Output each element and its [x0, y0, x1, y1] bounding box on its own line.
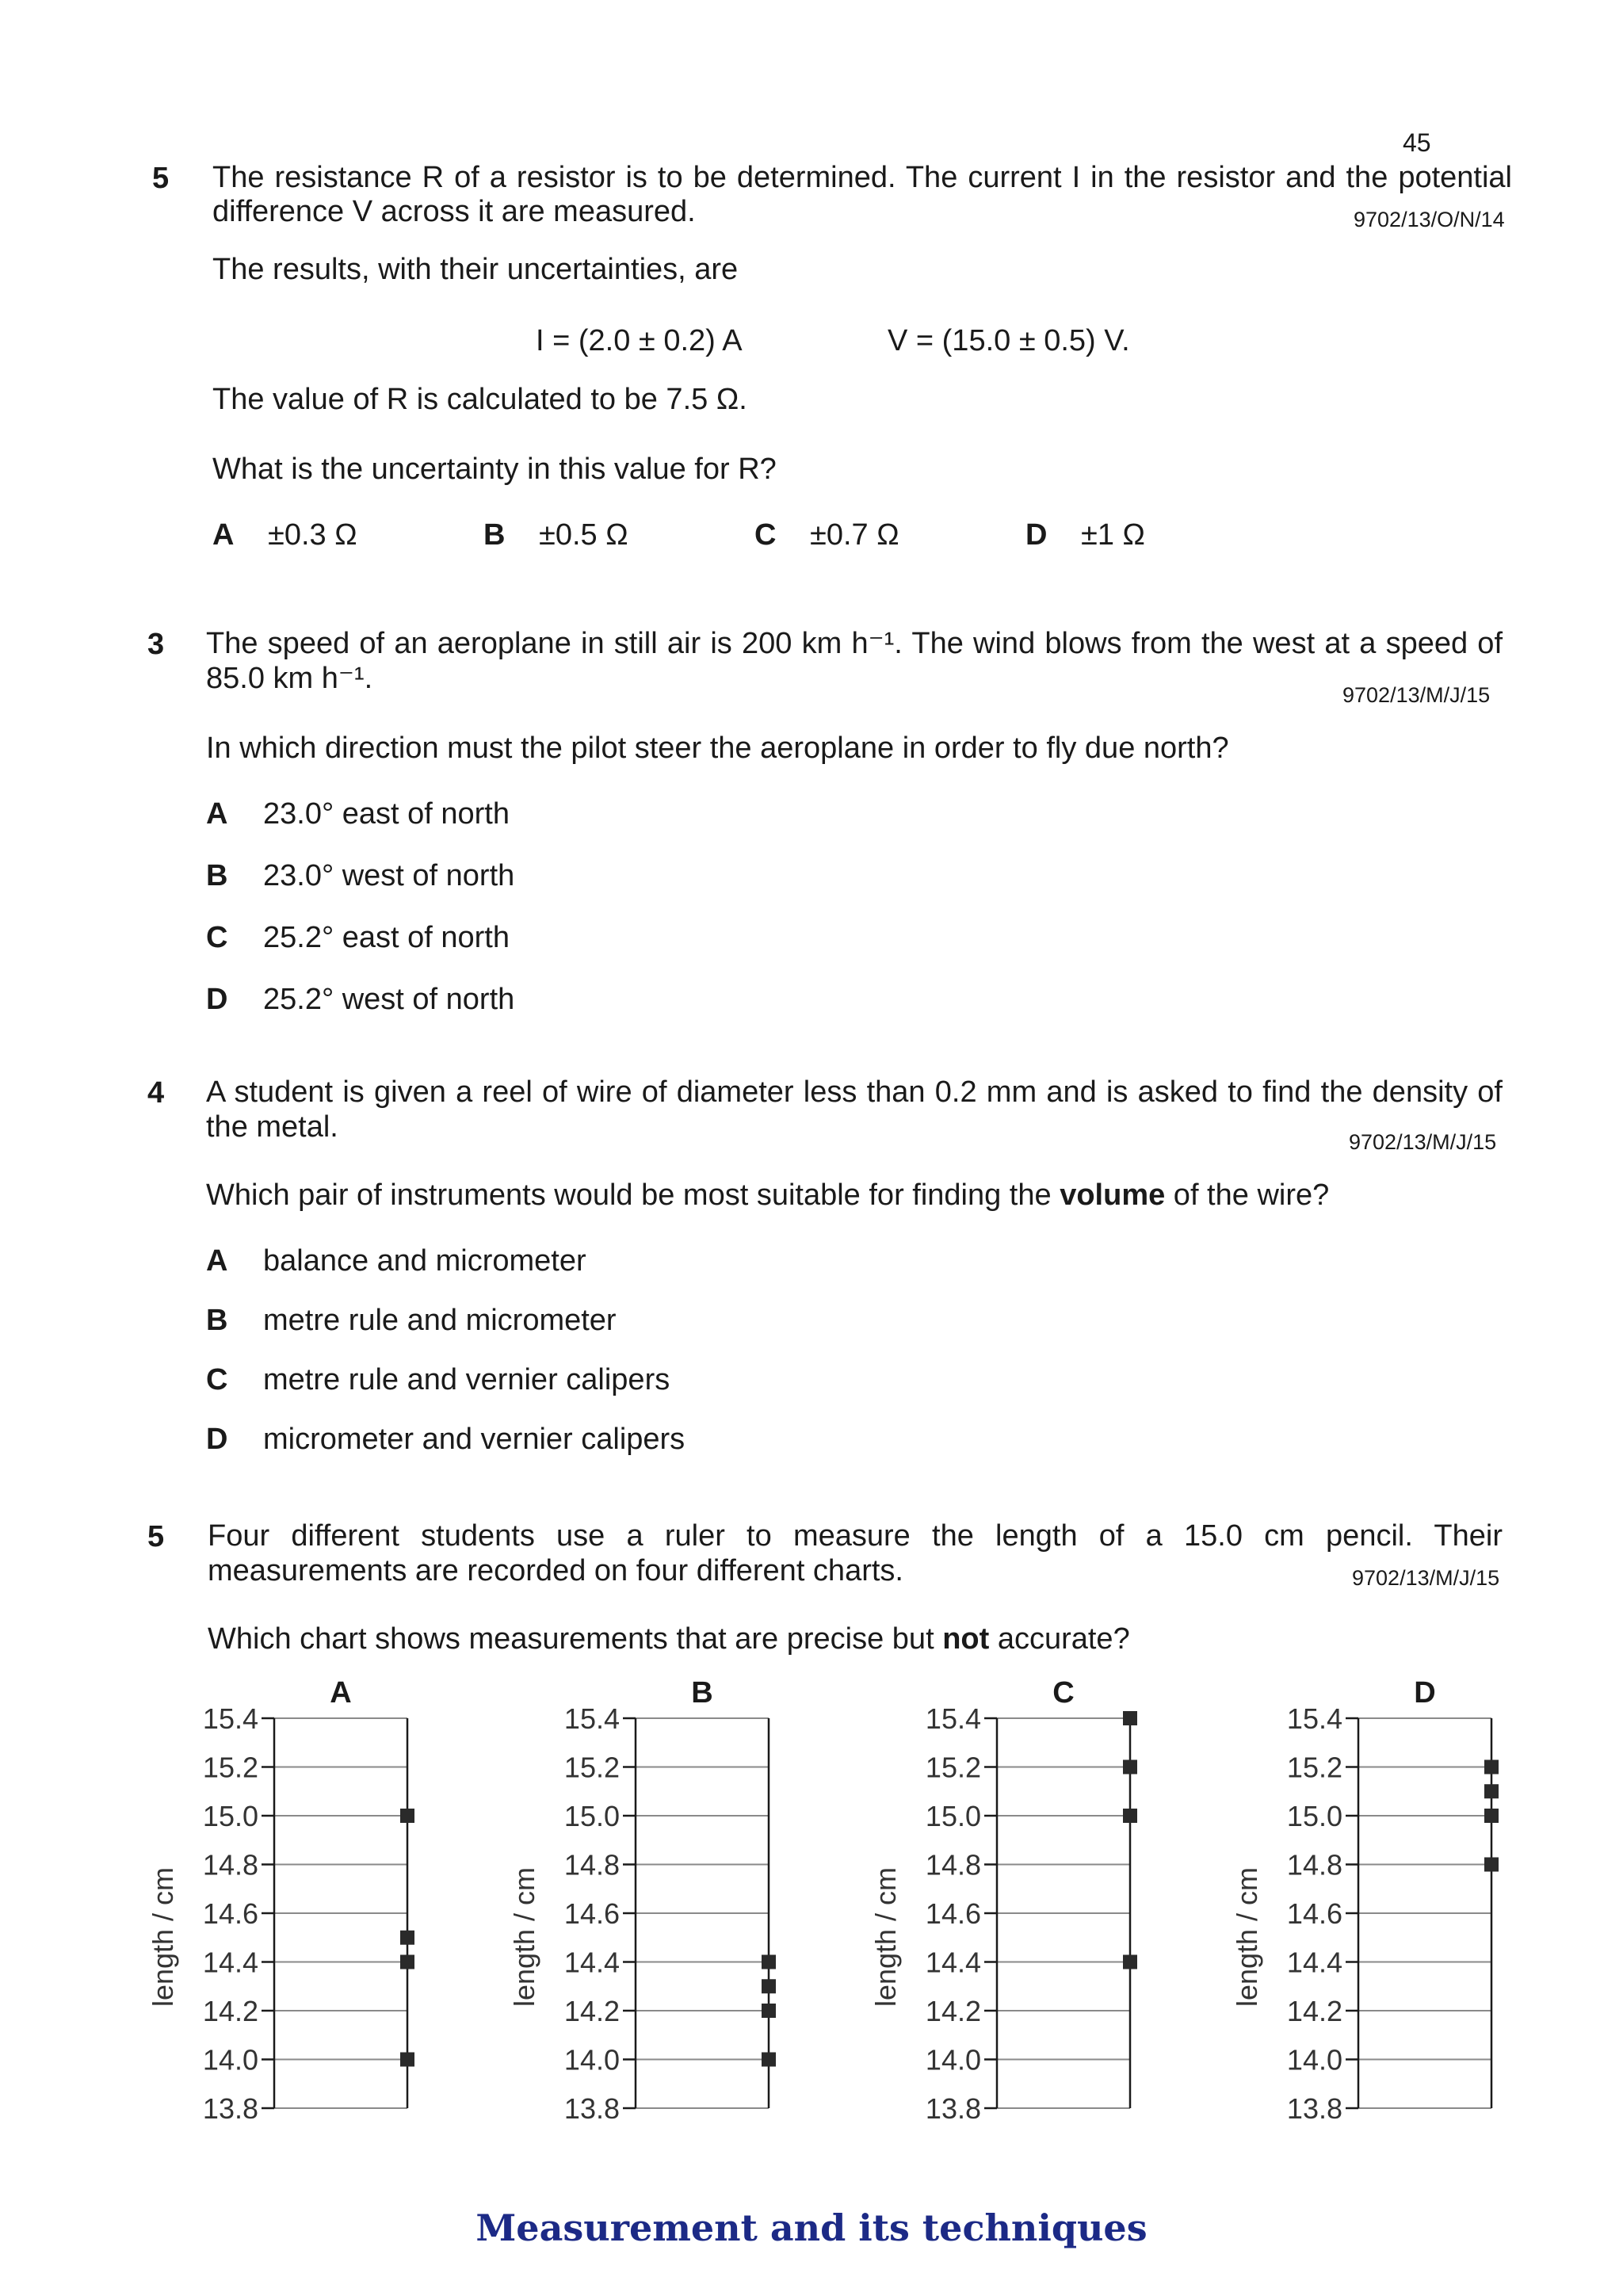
tick-label: 14.8 — [925, 1848, 981, 1881]
option-letter: C — [206, 1363, 228, 1396]
option-letter: B — [206, 1304, 228, 1337]
y-axis-label: length / cm — [508, 1866, 540, 2008]
prompt-text: Which chart shows measurements that are precise but — [208, 1622, 943, 1656]
option-text: 25.2° east of north — [263, 921, 510, 954]
question-stem-line: The speed of an aeroplane in still air is 200 km h⁻¹. The wind blows from the west at a speed of — [206, 627, 1503, 660]
tick-label: 14.0 — [563, 2043, 620, 2076]
option-letter: C — [206, 921, 228, 954]
tick-label: 15.4 — [1286, 1702, 1342, 1735]
paper-code: 9702/13/M/J/15 — [1352, 1566, 1500, 1590]
tick-label: 13.8 — [202, 2092, 258, 2125]
chart-title: C — [1052, 1676, 1075, 1710]
tick-label: 14.2 — [563, 1995, 620, 2027]
tick-label: 14.2 — [1286, 1995, 1342, 2027]
tick-label: 15.2 — [202, 1751, 258, 1784]
option-text: micrometer and vernier calipers — [263, 1423, 685, 1456]
data-point — [762, 2053, 776, 2067]
question-stem-line: measurements are recorded on four different charts. — [208, 1554, 903, 1587]
question-number: 5 — [152, 162, 170, 195]
option-text: ±0.7 Ω — [810, 518, 899, 552]
option-letter: A — [212, 518, 235, 552]
tick-label: 15.2 — [925, 1751, 981, 1784]
tick-label: 14.4 — [563, 1946, 620, 1979]
question-text: The results, with their uncertainties, are — [212, 253, 739, 286]
tick-label: 15.2 — [563, 1751, 620, 1784]
tick-label: 15.4 — [202, 1702, 258, 1735]
chart-C — [865, 1674, 1198, 2134]
data-point — [1484, 1760, 1499, 1775]
equation-current: I = (2.0 ± 0.2) A — [536, 324, 743, 357]
prompt-emphasis: volume — [1060, 1179, 1166, 1212]
chart-title: A — [330, 1676, 352, 1710]
tick-label: 15.0 — [202, 1800, 258, 1832]
tick-label: 13.8 — [925, 2092, 981, 2125]
tick-label: 14.4 — [925, 1946, 981, 1979]
tick-label: 15.4 — [925, 1702, 981, 1735]
paper-code: 9702/13/M/J/15 — [1349, 1130, 1497, 1154]
data-point — [1484, 1809, 1499, 1823]
option-letter: A — [206, 1244, 228, 1278]
data-point — [400, 1809, 414, 1823]
chart-title: B — [691, 1676, 713, 1710]
page-footer-title: Measurement and its techniques — [475, 2206, 1148, 2249]
option-text: ±1 Ω — [1081, 518, 1145, 552]
page-number: 45 — [1403, 128, 1431, 157]
data-point — [1123, 1711, 1137, 1725]
option-text: ±0.3 Ω — [268, 518, 357, 552]
question-stem-line: Four different students use a ruler to measure the length of a 15.0 cm pencil. Their — [208, 1519, 1503, 1553]
data-point — [1123, 1809, 1137, 1823]
data-point — [1123, 1760, 1137, 1775]
tick-label: 14.2 — [925, 1995, 981, 2027]
question-stem-line: 85.0 km h⁻¹. — [206, 662, 373, 695]
data-point — [762, 1955, 776, 1969]
tick-label: 14.8 — [563, 1848, 620, 1881]
question-prompt — [206, 1178, 1329, 1213]
option-text: 23.0° west of north — [263, 859, 515, 892]
data-point — [400, 1931, 414, 1945]
tick-label: 14.8 — [202, 1848, 258, 1881]
question-prompt: In which direction must the pilot steer the aeroplane in order to fly due north? — [206, 732, 1229, 765]
tick-label: 15.0 — [1286, 1800, 1342, 1832]
tick-label: 14.6 — [1286, 1897, 1342, 1930]
paper-code: 9702/13/O/N/14 — [1354, 208, 1505, 231]
option-letter: B — [206, 859, 228, 892]
data-point — [762, 1979, 776, 1993]
prompt-text: of the wire? — [1165, 1179, 1330, 1212]
data-point — [400, 2053, 414, 2067]
question-number: 4 — [147, 1076, 165, 1110]
tick-label: 14.0 — [1286, 2043, 1342, 2076]
chart-B — [504, 1674, 837, 2134]
question-stem-line: difference V across it are measured. — [212, 195, 696, 228]
question-stem-line: the metal. — [206, 1110, 338, 1144]
tick-label: 15.0 — [925, 1800, 981, 1832]
tick-label: 14.6 — [563, 1897, 620, 1930]
tick-label: 15.4 — [563, 1702, 620, 1735]
tick-label: 14.0 — [202, 2043, 258, 2076]
tick-label: 14.4 — [202, 1946, 258, 1979]
prompt-emphasis: not — [942, 1622, 990, 1656]
question-stem-line: The resistance R of a resistor is to be determined. The current I in the resistor and the potential — [212, 161, 1512, 194]
y-axis-label: length / cm — [1231, 1866, 1263, 2008]
data-point — [1484, 1784, 1499, 1798]
option-text: metre rule and vernier calipers — [263, 1363, 670, 1396]
option-letter: D — [206, 983, 228, 1016]
paper-code: 9702/13/M/J/15 — [1342, 683, 1491, 707]
option-letter: D — [1025, 518, 1048, 552]
option-letter: B — [483, 518, 506, 552]
tick-label: 14.0 — [925, 2043, 981, 2076]
option-text: 25.2° west of north — [263, 983, 515, 1016]
option-letter: C — [754, 518, 777, 552]
y-axis-label: length / cm — [869, 1866, 902, 2008]
data-point — [1123, 1955, 1137, 1969]
option-letter: D — [206, 1423, 228, 1456]
question-stem-line: A student is given a reel of wire of diameter less than 0.2 mm and is asked to find the density of — [206, 1075, 1503, 1109]
data-point — [762, 2004, 776, 2018]
tick-label: 15.0 — [563, 1800, 620, 1832]
y-axis-label: length / cm — [147, 1866, 179, 2008]
equation-voltage: V = (15.0 ± 0.5) V. — [888, 324, 1130, 357]
tick-label: 15.2 — [1286, 1751, 1342, 1784]
question-prompt — [208, 1622, 1130, 1656]
prompt-text: accurate? — [989, 1622, 1130, 1656]
prompt-text: Which pair of instruments would be most suitable for finding the — [206, 1179, 1060, 1212]
tick-label: 14.2 — [202, 1995, 258, 2027]
question-number: 3 — [147, 628, 165, 661]
option-text: 23.0° east of north — [263, 797, 510, 831]
data-point — [1484, 1858, 1499, 1872]
option-text: metre rule and micrometer — [263, 1304, 617, 1337]
question-number: 5 — [147, 1520, 165, 1553]
tick-label: 14.6 — [925, 1897, 981, 1930]
option-text: balance and micrometer — [263, 1244, 586, 1278]
option-text: ±0.5 Ω — [539, 518, 628, 552]
chart-A — [143, 1674, 475, 2134]
question-prompt: What is the uncertainty in this value for R? — [212, 453, 777, 486]
tick-label: 14.4 — [1286, 1946, 1342, 1979]
tick-label: 13.8 — [1286, 2092, 1342, 2125]
chart-D — [1227, 1674, 1560, 2134]
tick-label: 14.8 — [1286, 1848, 1342, 1881]
tick-label: 14.6 — [202, 1897, 258, 1930]
data-point — [400, 1955, 414, 1969]
question-text: The value of R is calculated to be 7.5 Ω. — [212, 383, 747, 416]
tick-label: 13.8 — [563, 2092, 620, 2125]
chart-title: D — [1414, 1676, 1436, 1710]
option-letter: A — [206, 797, 228, 831]
